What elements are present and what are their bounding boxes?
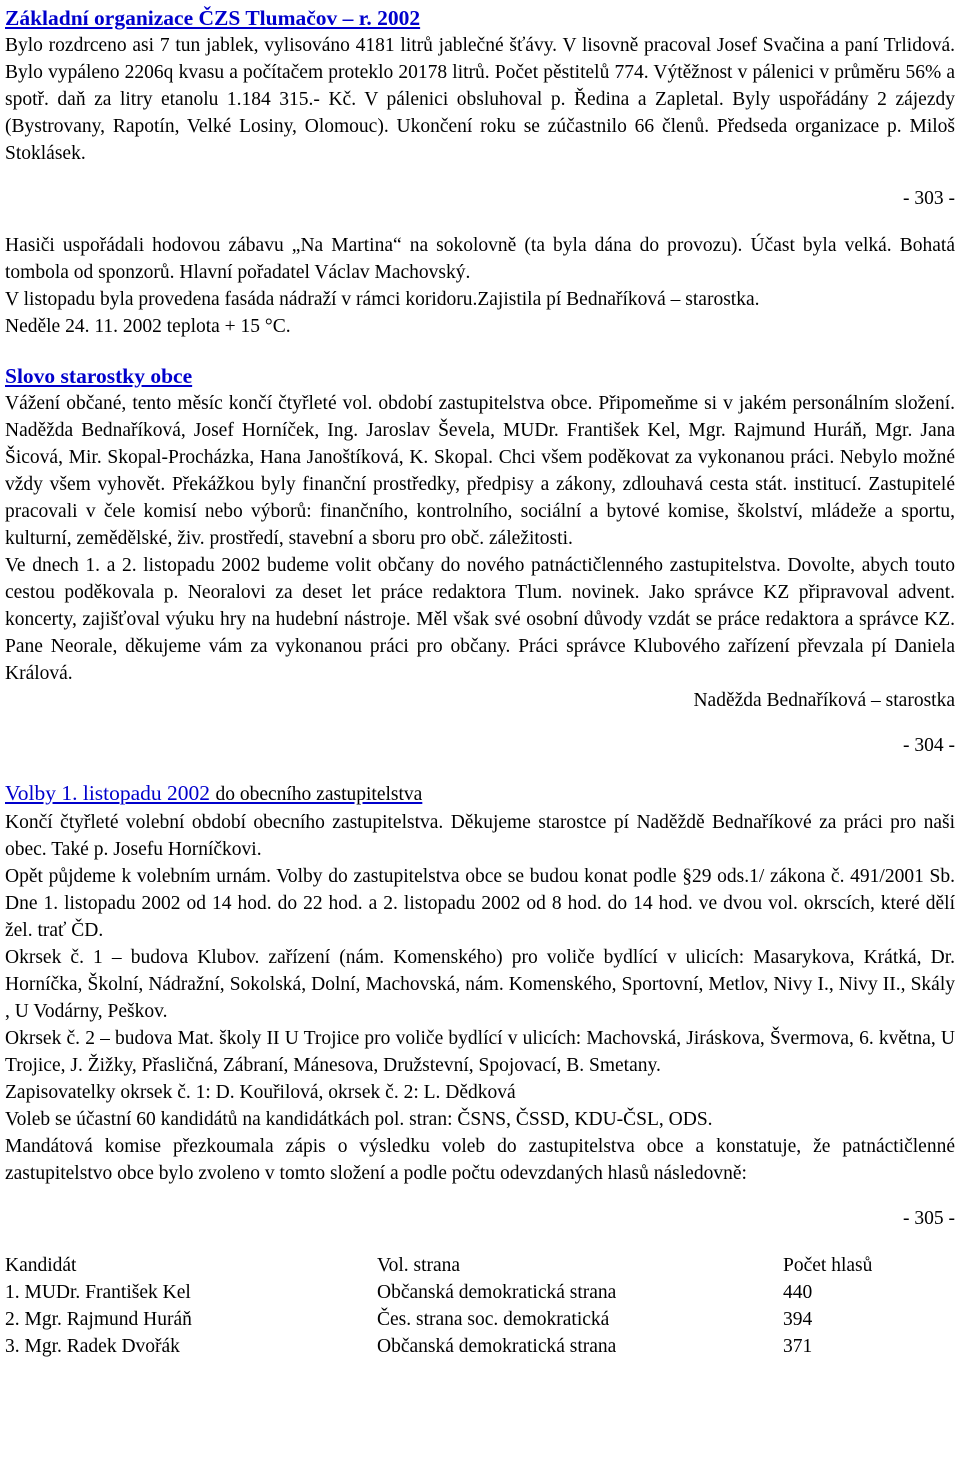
- header-hlasy: Počet hlasů: [783, 1255, 873, 1276]
- candidate-party: Čes. strana soc. demokratická: [377, 1309, 610, 1330]
- candidate-votes: 440: [783, 1282, 813, 1303]
- volby-heading: [5, 779, 955, 809]
- volby-okrsek-1: Okrsek č. 1 – budova Klubov. zařízení (nám. Komenského) pro voliče bydlící v ulicích: Masarykova, Krátká, Dr. Horníčka, Školní, Nádražní, Sokolská, Dolní, Machovská, nám. Komenského, Sportovní, Metlov, Nivy I., Nivy II., Skály , U Vodárny, Peškov.: [5, 947, 955, 1022]
- volby-zapisovatelky: Zapisovatelky okrsek č. 1: D. Kouřilová, okrsek č. 2: L. Dědková: [5, 1082, 516, 1103]
- starostka-paragraph-2: Ve dnech 1. a 2. listopadu 2002 budeme volit občany do nového patnáctičlenného zastupitelstva. Dovolte, abych touto cestou poděkovala p. Neoralovi za deset let práce redaktora Tlum. novinek. Jako správce KZ připravoval advent. koncerty, zajišťoval výuku hry na hudební nástroje. Měl však své osobní důvody vzdát se práce redaktora a správce KZ. Pane Neorale, děkujeme vám za vykonanou práci pro občany. Práci správce Klubového zařízení převzala pí Daniela Králová.: [5, 555, 955, 684]
- fasada-line: V listopadu byla provedena fasáda nádraží v rámci koridoru.Zajistila pí Bednaříková – starostka.: [5, 289, 760, 310]
- candidate-votes: 371: [783, 1336, 813, 1357]
- page-number-305: - 305 -: [903, 1208, 955, 1229]
- starostka-heading[interactable]: Slovo starostky obce: [5, 364, 193, 388]
- volby-paragraph-1: Končí čtyřleté volební období obecního zastupitelstva. Děkujeme starostce pí Naděždě Bednaříkové za práci pro naši obec. Také p. Josefu Horníčkovi.: [5, 812, 955, 860]
- volby-paragraph-2: Opět půjdeme k volebním urnám. Volby do zastupitelstva obce se budou konat podle §29 ods.1/ zákona č. 491/2001 Sb. Dne 1. listopadu 2002 od 14 hod. do 22 hod. a 2. listopadu 2002 od 8 hod. do 14 hod. ve dvou vol. okrscích, které dělí žel. trať ČD.: [5, 866, 955, 941]
- header-strana: Vol. strana: [377, 1255, 461, 1276]
- weather-line: Neděle 24. 11. 2002 teplota + 15 °C.: [5, 316, 291, 337]
- zo-czs-paragraph: Bylo rozdrceno asi 7 tun jablek, vylisováno 4181 litrů jablečné šťávy. V lisovně pracoval Josef Svačina a paní Trlidová. Bylo vypáleno 2206q kvasu a počítačem proteklo 20178 litrů. Počet pěstitelů 774. Výtěžnost v pálenici v průměru 56% a spotř. daň za litry etanolu 1.184 315.- Kč. V pálenici obsluhoval p. Ředina a Zapletal. Byly uspořádány 2 zájezdy (Bystrovany, Rapotín, Velké Losiny, Olomouc). Ukončení roku se zúčastnilo 66 členů. Předseda organizace p. Miloš Stoklásek.: [5, 35, 955, 164]
- volby-kandidati: Voleb se účastní 60 kandidátů na kandidátkách pol. stran: ČSNS, ČSSD, KDU-ČSL, ODS.: [5, 1109, 713, 1130]
- starostka-paragraph-1: Vážení občané, tento měsíc končí čtyřleté vol. období zastupitelstva obce. Připomeňme si v jakém personálním složení. Naděžda Bednaříková, Josef Horníček, Ing. Jaroslav Ševela, MUDr. František Kel, Mgr. Rajmund Huráň, Mgr. Jana Šicová, Mir. Skopal-Procházka, Hana Janoštíková, K. Skopal. Chci všem poděkovat za vykonanou práci. Nebylo možné vždy všem vyhovět. Překážkou byly finanční prostředky, předpisy a zákony, zdlouhavá cesta stát. institucí. Zastupitelé pracovali v čele komisí nebo výborů: finančního, kontrolního, sociální a bytové komise, školství, mládeže a sportu, kulturní, zemědělské, živ. prostředí, stavební a sboru pro obč. záležitosti.: [5, 393, 955, 549]
- zo-czs-heading[interactable]: Základní organizace ČZS Tlumačov – r. 2002: [5, 6, 421, 30]
- results-table: [5, 1252, 903, 1360]
- spacer: [5, 340, 955, 362]
- table-row: [5, 1279, 903, 1306]
- candidate-name: 1. MUDr. František Kel: [5, 1282, 191, 1303]
- page-number-304: - 304 -: [903, 735, 955, 756]
- volby-heading-rest: do obecního zastupitelstva: [215, 784, 423, 805]
- hasici-paragraph: Hasiči uspořádali hodovou zábavu „Na Martina“ na sokolovně (ta byla dána do provozu). Účast byla velká. Bohatá tombola od sponzorů. Hlavní pořadatel Václav Machovský.: [5, 235, 955, 283]
- table-row: [5, 1333, 903, 1360]
- candidate-name: 3. Mgr. Radek Dvořák: [5, 1336, 180, 1357]
- candidate-party: Občanská demokratická strana: [377, 1282, 617, 1303]
- candidate-votes: 394: [783, 1309, 813, 1330]
- table-row: [5, 1306, 903, 1333]
- candidate-name: 2. Mgr. Rajmund Huráň: [5, 1309, 192, 1330]
- candidate-party: Občanská demokratická strana: [377, 1336, 617, 1357]
- volby-heading-link[interactable]: Volby 1. listopadu 2002: [5, 781, 216, 805]
- starostka-signature: Naděžda Bednaříková – starostka: [693, 690, 955, 711]
- results-header-row: [5, 1252, 903, 1279]
- header-kandidat: Kandidát: [5, 1255, 77, 1276]
- volby-mandatova-komise: Mandátová komise přezkoumala zápis o výsledku voleb do zastupitelstva obce a konstatuje, že patnáctičlenné zastupitelstvo obce bylo zvoleno v tomto složení a podle počtu odevzdaných hlasů následovně:: [5, 1136, 955, 1184]
- volby-okrsek-2: Okrsek č. 2 – budova Mat. školy II U Trojice pro voliče bydlící v ulicích: Machovská, Jiráskova, Švermova, 6. května, U Trojice, J. Žižky, Přasličná, Zábraní, Mánesova, Družstevní, Spojovací, B. Smetany.: [5, 1028, 955, 1076]
- page-number-303: - 303 -: [903, 188, 955, 209]
